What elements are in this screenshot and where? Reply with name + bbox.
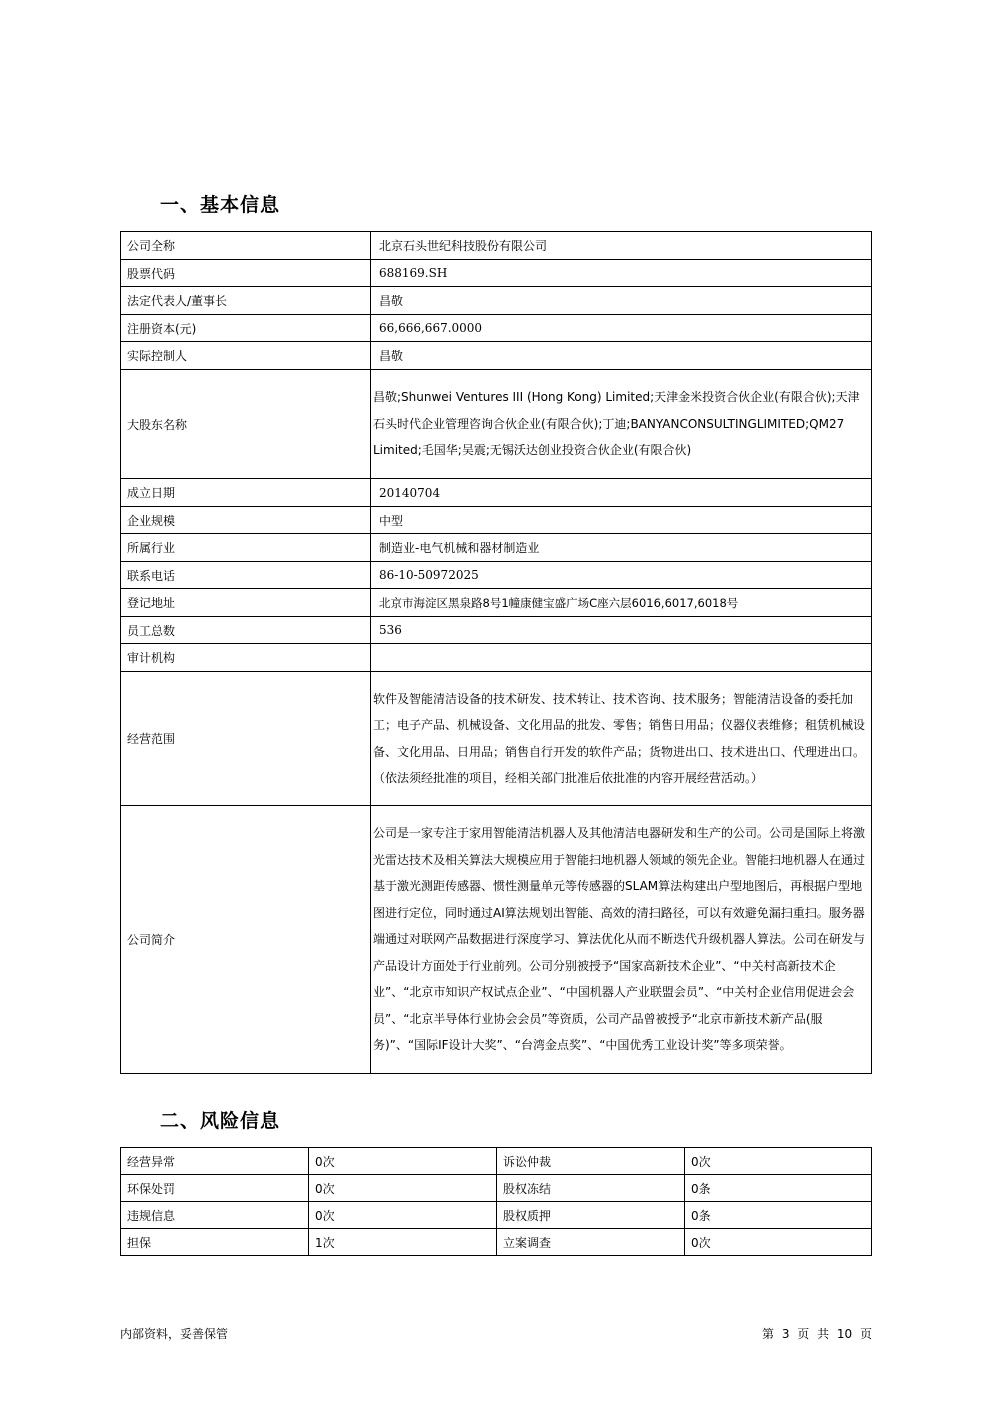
risk-label: 股权质押 [497, 1202, 685, 1229]
risk-value: 0次 [685, 1229, 872, 1256]
row-value: 中型 [371, 507, 872, 534]
table-row [121, 1202, 872, 1229]
table-row [121, 617, 872, 644]
row-label: 联系电话 [121, 562, 371, 589]
row-value [371, 644, 872, 672]
table-row [121, 287, 872, 315]
risk-value: 0次 [309, 1202, 497, 1229]
row-value: 688169.SH [371, 260, 872, 287]
row-label: 注册资本(元) [121, 315, 371, 342]
section-title-basic-info: 一、基本信息 [160, 194, 281, 216]
risk-label: 立案调查 [497, 1229, 685, 1256]
table-row [121, 589, 872, 617]
table-row [121, 644, 872, 672]
row-label: 法定代表人/董事长 [121, 287, 371, 315]
risk-value: 0条 [685, 1175, 872, 1202]
risk-label: 违规信息 [121, 1202, 309, 1229]
row-label: 公司全称 [121, 232, 371, 260]
row-label: 实际控制人 [121, 342, 371, 370]
row-value: 昌敬;Shunwei Ventures III (Hong Kong) Limited;天津金米投资合伙企业(有限合伙);天津石头时代企业管理咨询合伙企业(有限合伙);丁迪;BANYANCONSULTINGLIMITED;QM27 Limited;毛国华;吴震;无锡沃达创业投资合伙企业(有限合伙) [371, 370, 872, 479]
row-value: 536 [371, 617, 872, 644]
row-value: 66,666,667.0000 [371, 315, 872, 342]
table-row [121, 260, 872, 287]
risk-label: 担保 [121, 1229, 309, 1256]
risk-value: 0次 [309, 1175, 497, 1202]
row-label: 员工总数 [121, 617, 371, 644]
table-row [121, 479, 872, 507]
table-row [121, 315, 872, 342]
row-label: 股票代码 [121, 260, 371, 287]
table-row [121, 534, 872, 562]
risk-info-table [120, 1147, 872, 1256]
risk-value: 0次 [309, 1148, 497, 1175]
table-row [121, 562, 872, 589]
footer-confidential-note: 内部资料，妥善保管 [120, 1327, 229, 1341]
risk-value: 0条 [685, 1202, 872, 1229]
row-value: 20140704 [371, 479, 872, 507]
basic-info-table [120, 231, 872, 1074]
table-row [121, 1229, 872, 1256]
row-label: 公司简介 [121, 806, 371, 1074]
table-row [121, 1148, 872, 1175]
row-value: 86-10-50972025 [371, 562, 872, 589]
table-row [121, 342, 872, 370]
risk-label: 经营异常 [121, 1148, 309, 1175]
table-row [121, 1175, 872, 1202]
row-label: 审计机构 [121, 644, 371, 672]
row-label: 所属行业 [121, 534, 371, 562]
risk-label: 股权冻结 [497, 1175, 685, 1202]
table-row [121, 507, 872, 534]
risk-value: 0次 [685, 1148, 872, 1175]
row-label: 成立日期 [121, 479, 371, 507]
row-value: 北京市海淀区黑泉路8号1幢康健宝盛广场C座六层6016,6017,6018号 [371, 589, 872, 617]
row-label: 企业规模 [121, 507, 371, 534]
risk-label: 诉讼仲裁 [497, 1148, 685, 1175]
row-value: 公司是一家专注于家用智能清洁机器人及其他清洁电器研发和生产的公司。公司是国际上将激光雷达技术及相关算法大规模应用于智能扫地机器人领域的领先企业。智能扫地机器人在通过基于激光测距传感器、惯性测量单元等传感器的SLAM算法构建出户型地图后，再根据户型地图进行定位，同时通过AI算法规划出智能、高效的清扫路径，可以有效避免漏扫重扫。服务器端通过对联网产品数据进行深度学习、算法优化从而不断迭代升级机器人算法。公司在研发与产品设计方面处于行业前列。公司分别被授予“国家高新技术企业”、“中关村高新技术企业”、“北京市知识产权试点企业”、“中国机器人产业联盟会员”、“中关村企业信用促进会会员”、“北京半导体行业协会会员”等资质，公司产品曾被授予“北京市新技术新产品(服务)”、“国际IF设计大奖”、“台湾金点奖”、“中国优秀工业设计奖”等多项荣誉。 [371, 806, 872, 1074]
row-label: 登记地址 [121, 589, 371, 617]
table-row [121, 370, 872, 479]
risk-value: 1次 [309, 1229, 497, 1256]
section-title-risk-info: 二、风险信息 [160, 1110, 281, 1132]
table-row [121, 672, 872, 806]
row-value: 软件及智能清洁设备的技术研发、技术转让、技术咨询、技术服务；智能清洁设备的委托加工；电子产品、机械设备、文化用品的批发、零售；销售日用品；仪器仪表维修；租赁机械设备、文化用品、日用品；销售自行开发的软件产品；货物进出口、技术进出口、代理进出口。（依法须经批准的项目，经相关部门批准后依批准的内容开展经营活动。） [371, 672, 872, 806]
row-value: 北京石头世纪科技股份有限公司 [371, 232, 872, 260]
row-label: 大股东名称 [121, 370, 371, 479]
table-row [121, 806, 872, 1074]
row-value: 昌敬 [371, 342, 872, 370]
row-label: 经营范围 [121, 672, 371, 806]
row-value: 制造业-电气机械和器材制造业 [371, 534, 872, 562]
table-row [121, 232, 872, 260]
row-value: 昌敬 [371, 287, 872, 315]
risk-label: 环保处罚 [121, 1175, 309, 1202]
footer-page-number: 第 3 页 共 10 页 [762, 1327, 872, 1341]
